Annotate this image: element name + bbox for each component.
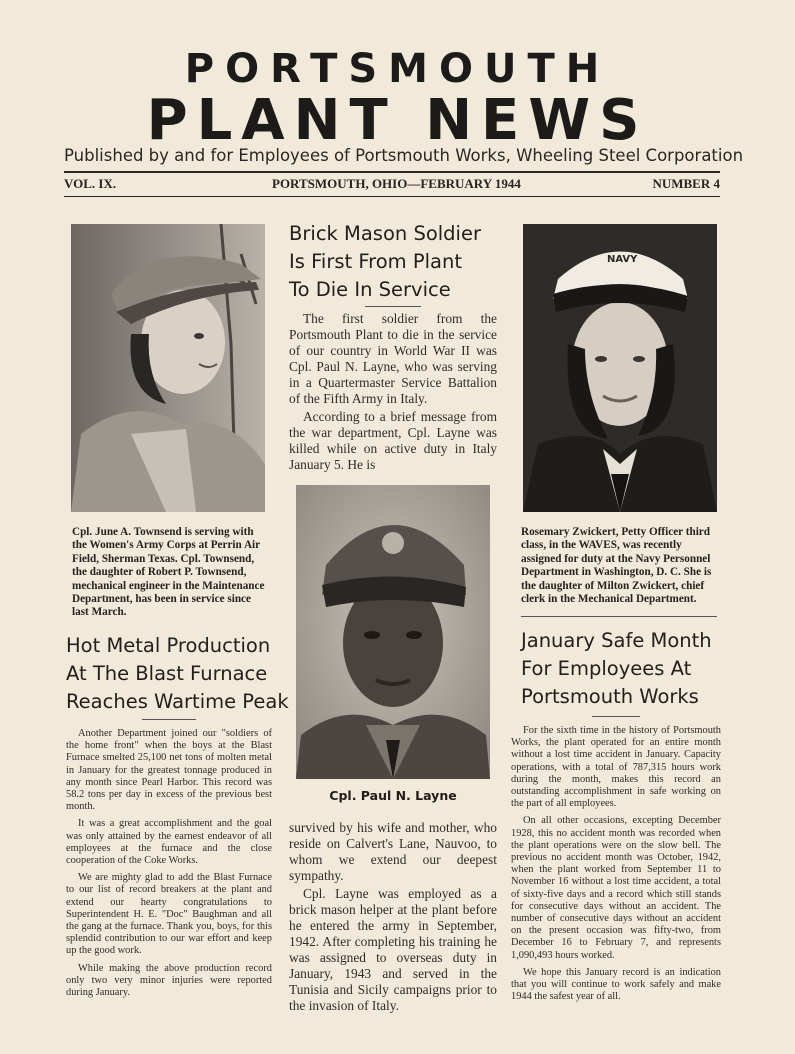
hot-metal-paragraph-2: It was a great accomplishment and the goal was only attained by the earnest endeavor of all employees at the furnace and the close cooperation of the Coke Works. [66,818,272,867]
masthead-tagline: Published by and for Employees of Portsmouth Works, Wheeling Steel Corporation [64,146,744,165]
townsend-photo [71,224,265,512]
brick-paragraph-4: Cpl. Layne was employed as a brick mason helper at the plant before he entered the army in September, 1942. After completing his training he was assigned to overseas duty in January, 1943 and served in the Tunisia and Sicily campaigns prior to the invasion of Italy. [289,886,497,1013]
safe-month-headline [521,627,721,711]
masthead-rule-top [64,171,720,173]
safe-month-headline-rule [592,716,640,717]
zwickert-caption: Rosemary Zwickert, Petty Officer third class, in the WAVES, was recently assigned for duty at the Navy Personnel Department in Washington, D. C. She is the daughter of Milton Zwickert, chief clerk in the Mechanical Department. [521,526,712,606]
issue-number-label: NUMBER 4 [652,176,720,191]
place-date-label: PORTSMOUTH, OHIO—FEBRUARY 1944 [272,176,521,191]
brick-paragraph-3: survived by his wife and mother, who reside on Calvert's Lane, Nauvoo, to whom we extend our deepest sympathy. [289,820,497,883]
hot-metal-headline-rule [142,719,196,720]
masthead-title-line1: PORTSMOUTH [184,46,611,92]
navy-hat-text: NAVY [607,254,638,265]
hot-metal-paragraph-1: Another Department joined our "soldiers of the home front" when the boys at the Blast Furnace smelted 25,100 net tons of molten metal in January for the greatest tonnage produced in any month since Pearl Harbor. This record was 58.2 tons per day in excess of the previous best month. [66,728,272,813]
brick-article-top [289,311,497,475]
hot-metal-paragraph-4: While making the above production record only two very minor injuries were reported during January. [66,962,272,999]
zwickert-caption-rule [521,616,717,617]
townsend-caption: Cpl. June A. Townsend is serving with the Women's Army Corps at Perrin Air Field, Sherman Texas. Cpl. Townsend, the daughter of Robert P. Townsend, mechanical engineer in the Maintenance Department, has been in service since last March. [72,526,265,619]
brick-article-bottom [289,820,497,1016]
safe-month-paragraph-1: For the sixth time in the history of Portsmouth Works, the plant operated for an entire month without a lost time accident in January. Capacity operations, with a total of 787,315 hours work during the month, makes this record an outstanding accomplishment in safe working on the part of all employees. [511,725,721,810]
brick-headline-line3: To Die In Service [289,278,451,301]
brick-headline-line1: Brick Mason Soldier [289,222,481,245]
masthead-title-line2: PLANT NEWS [146,88,649,153]
safe-month-paragraph-3: We hope this January record is an indication that you will continue to work safely and make 1944 the safest year of all. [511,966,721,1003]
safe-month-body [511,725,721,1008]
volume-label: VOL. IX. [64,176,117,191]
hot-metal-headline-line3: Reaches Wartime Peak [66,690,289,713]
layne-caption: Cpl. Paul N. Layne [329,788,457,803]
brick-paragraph-1: The first soldier from the Portsmouth Plant to die in the service of our country in World War II was Cpl. Paul N. Layne, who was serving in a Quartermaster Service Battalion of the Fifth Army in Italy. [289,311,497,406]
safe-month-headline-line1: January Safe Month [521,629,712,652]
layne-photo [296,485,490,779]
hot-metal-body [66,728,272,1004]
hot-metal-headline-line1: Hot Metal Production [66,634,271,657]
masthead-rule-bottom [64,196,720,197]
zwickert-photo [523,224,717,512]
brick-headline-rule [365,306,421,307]
brick-paragraph-2: According to a brief message from the war department, Cpl. Layne was killed while on active duty in Italy January 5. He is [289,409,497,472]
brick-headline-line2: Is First From Plant [289,250,462,273]
hot-metal-headline-line2: At The Blast Furnace [66,662,268,685]
hot-metal-headline [66,632,289,716]
issue-info-row [64,176,720,194]
brick-article-headline [289,220,499,304]
safe-month-headline-line3: Portsmouth Works [521,685,699,708]
safe-month-paragraph-2: On all other occasions, excepting December 1928, this no accident month was recorded when the plant operations were on the slow bell. The previous no accident month was October, 1942, when the plant worked from September 11 to November 16 without a lost time accident, a total of sixty-five days and a record which still stands for consecutive days without an accident. The number of consecutive days without an accident on the present occasion was fifty-two, from December 16 to February 7, and represents 1,090,493 hours worked. [511,815,721,961]
safe-month-headline-line2: For Employees At [521,657,692,680]
hot-metal-paragraph-3: We are mighty glad to add the Blast Furnace to our list of record breakers at the plant and extend our hearty congratulations to Superintendent H. E. "Doc" Baughman and all the gang at the furnace. Thank you, boys, for this splendid contribution to our war effort and keep up the good work. [66,872,272,957]
